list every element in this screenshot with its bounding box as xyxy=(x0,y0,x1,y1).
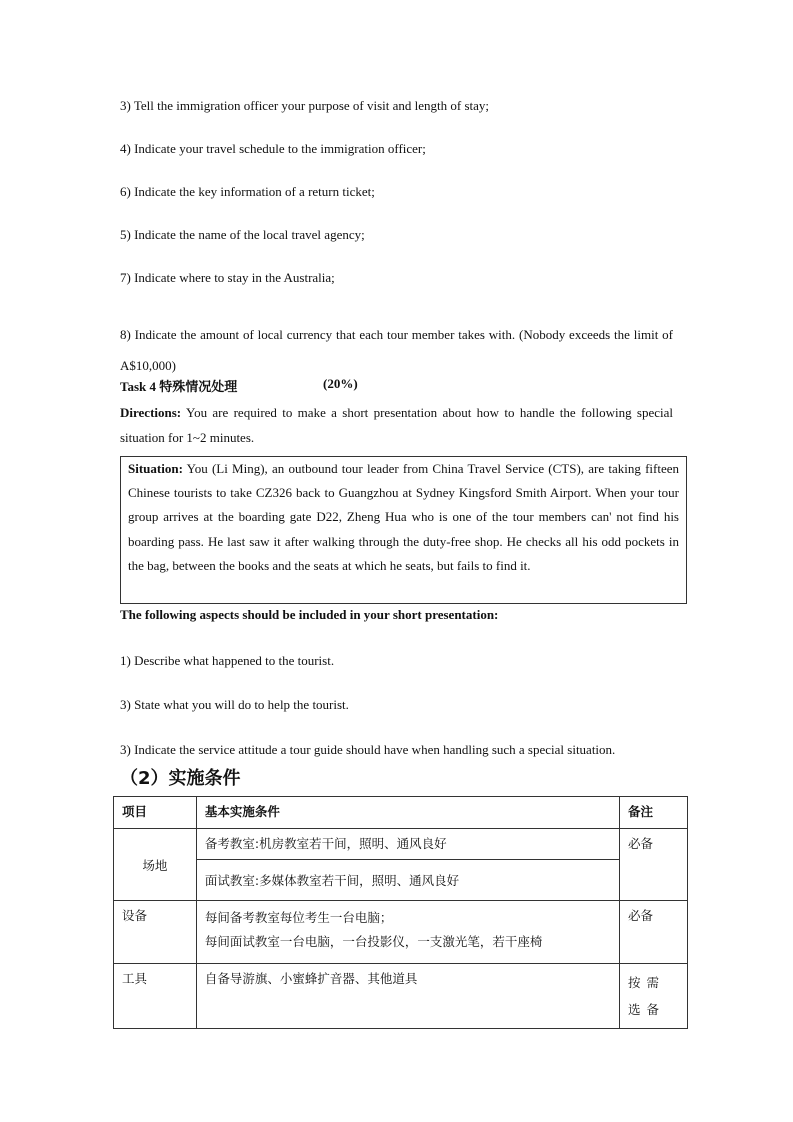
equipment-note: 必备 xyxy=(620,901,688,964)
task4-percent: (20%) xyxy=(323,376,358,391)
directions-label: Directions: xyxy=(120,405,182,420)
table-row-tools xyxy=(114,964,688,1029)
step-8-currency: 8) Indicate the amount of local currency that each tour member takes with. (Nobody exceeds the limit of A$10,000) xyxy=(120,327,673,373)
venue-prep-room: 备考教室:机房教室若干间，照明、通风良好 xyxy=(196,829,619,860)
venue-interview-room: 面试教室:多媒体教室若干间，照明、通风良好 xyxy=(196,860,619,901)
step-7-accommodation: 7) Indicate where to stay in the Australia; xyxy=(120,270,335,285)
table-row-venue-2 xyxy=(114,860,688,901)
header-item: 项目 xyxy=(114,797,197,829)
task4-heading xyxy=(120,376,358,395)
aspect-1: 1) Describe what happened to the tourist. xyxy=(120,653,335,668)
aspects-heading: The following aspects should be included in your short presentation: xyxy=(120,607,499,622)
situation-label: Situation: xyxy=(128,461,183,476)
tools-details: 自备导游旗、小蜜蜂扩音器、其他道具 xyxy=(196,964,619,1029)
equipment-details xyxy=(196,901,619,964)
section2-heading: （2）实施条件 xyxy=(120,768,241,789)
table-row-equipment xyxy=(114,901,688,964)
table-header-row xyxy=(114,797,688,829)
conditions-table xyxy=(113,796,688,1029)
step-3-purpose: 3) Tell the immigration officer your purpose of visit and length of stay; xyxy=(120,98,490,113)
tools-label: 工具 xyxy=(114,964,197,1029)
venue-note: 必备 xyxy=(620,829,688,901)
step-5-travel-agency: 5) Indicate the name of the local travel agency; xyxy=(120,227,365,242)
equipment-line-1: 每间备考教室每位考生一台电脑； xyxy=(204,910,393,925)
situation-box xyxy=(120,456,687,604)
header-conditions: 基本实施条件 xyxy=(196,797,619,829)
venue-label: 场地 xyxy=(114,829,197,901)
situation-text: You (Li Ming), an outbound tour leader from China Travel Service (CTS), are taking fifteen Chinese tourists to take CZ326 back to Guangzhou at Sydney Kingsford Smith Airport. When your tour group arrives at the boarding gate D22, Zheng Hua who is one of the tour members can' not find his boarding pass. He last saw it after walking through the duty-free shop. He checks all his odd pockets in the bag, between the books and the seats at which he seats, but fails to find it. xyxy=(128,461,679,573)
tools-note: 按需选备 xyxy=(620,964,688,1029)
table-row-venue-1 xyxy=(114,829,688,860)
directions-text: You are required to make a short presentation about how to handle the following special situation for 1~2 minutes. xyxy=(120,405,673,445)
equipment-label: 设备 xyxy=(114,901,197,964)
aspect-2: 3) State what you will do to help the tourist. xyxy=(120,697,349,712)
step-4-schedule: 4) Indicate your travel schedule to the immigration officer; xyxy=(120,141,426,156)
header-remarks: 备注 xyxy=(620,797,688,829)
equipment-line-2: 每间面试教室一台电脑，一台投影仪，一支激光笔，若干座椅 xyxy=(204,934,543,949)
step-6-return-ticket: 6) Indicate the key information of a return ticket; xyxy=(120,184,375,199)
task4-title: Task 4 特殊情况处理 xyxy=(120,379,238,394)
aspect-3: 3) Indicate the service attitude a tour guide should have when handling such a special situation. xyxy=(120,742,616,757)
task4-directions xyxy=(120,400,673,450)
